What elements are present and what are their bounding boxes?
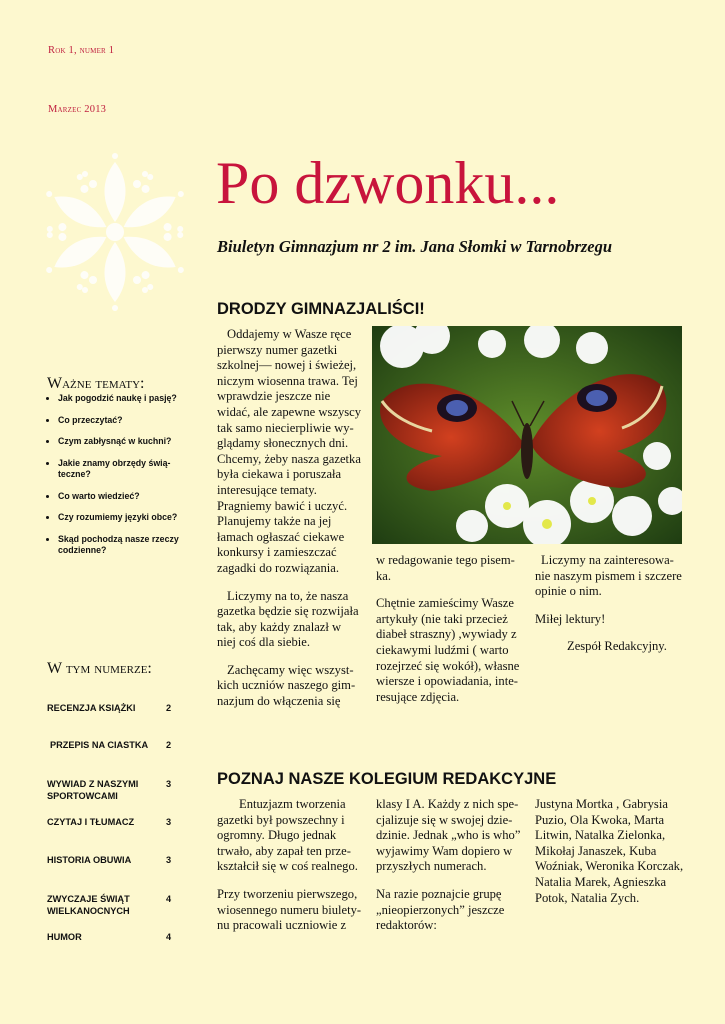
toc-label: ZWYCZAJE ŚWIĄT WIELKANOCNYCH (47, 894, 130, 916)
article2-column-3 (535, 797, 685, 918)
toc-entry[interactable] (47, 703, 177, 715)
topic-item: • Skąd pochodzą nasze rzeczy codzienne? (58, 534, 196, 557)
toc-entry[interactable] (47, 932, 177, 944)
issue-date: Marzec 2013 (48, 104, 107, 115)
toc-label: HISTORIA OBUWIA (47, 855, 132, 865)
issue-number: Rok 1, numer 1 (48, 45, 115, 56)
paragraph: Entuzjazm tworzenia gazetki był powszechny i ogromny. Długo jednak trwało, aby zapał ten prze-kształcił się w coś realnego. (217, 797, 358, 874)
toc-page-number: 4 (166, 894, 172, 904)
toc-label: CZYTAJ I TŁUMACZ (47, 817, 135, 827)
newsletter-title: Po dzwonku... (216, 150, 560, 216)
paragraph: w redagowanie tego pisem-ka. (376, 553, 515, 583)
butterfly-photo (372, 326, 682, 544)
toc-label: PRZEPIS NA CIASTKA (50, 740, 149, 750)
article1-column-2 (376, 553, 521, 717)
paragraph: Liczymy na zainteresowa-nie naszym pismem i szczere opinie o nim. (535, 553, 682, 599)
toc-entry[interactable] (47, 855, 177, 867)
paragraph: Justyna Mortka , Gabrysia Puzio, Ola Kwoka, Marta Litwin, Natalka Zielonka, Mikołaj Janaszek, Kuba Woźniak, Weronika Korczak, Natalia Marek, Agnieszka Potok, Natalia Zych. (535, 797, 684, 905)
paragraph: Chętnie zamieścimy Wasze artykuły (nie taki przecież diabeł straszny) ,wywiady z ciekawymi ludźmi ( warto rozejrzeć się wokół), własne wiersze i opowiadania, inte-resujące zdjęcia. (376, 596, 520, 704)
snowflake-icon (40, 150, 190, 315)
toc-entry[interactable] (47, 779, 177, 802)
paragraph: Zachęcamy więc wszyst-kich uczniów naszego gim-nazjum do włączenia się (217, 662, 356, 709)
article2-column-1 (217, 797, 362, 946)
toc-page-number: 3 (166, 779, 172, 789)
article2-column-2 (376, 797, 524, 946)
toc-entry[interactable] (47, 894, 177, 917)
topics-heading: Ważne tematy: (47, 375, 145, 392)
article1-column-1 (217, 327, 362, 722)
topic-item: • Czy rozumiemy języki obce? (58, 512, 196, 524)
toc-page-number: 3 (166, 855, 172, 865)
topic-item: • Co warto wiedzieć? (58, 491, 196, 503)
paragraph: Na razie poznajcie grupę „nieopierzonych” jeszcze redaktorów: (376, 886, 505, 933)
toc-entry[interactable] (47, 740, 177, 752)
article1-heading: DRODZY GIMNAZJALIŚCI! (217, 300, 425, 318)
article1-column-3 (535, 553, 685, 667)
toc-label: WYWIAD Z NASZYMI SPORTOWCAMI (47, 779, 139, 801)
topic-item: • Jak pogodzić naukę i pasję? (58, 393, 196, 405)
toc-label: RECENZJA KSIĄŻKI (47, 703, 136, 713)
toc-label: HUMOR (47, 932, 82, 942)
toc-page-number: 2 (166, 740, 172, 750)
paragraph: klasy I A. Każdy z nich spe-cjalizuje się w swojej dzie-dzinie. Jednak „who is who” wyjawimy Wam dopiero w przyszłych numerach. (376, 797, 521, 874)
toc-page-number: 2 (166, 703, 172, 713)
topic-item: • Jakie znamy obrzędy świą-teczne? (58, 458, 196, 481)
toc-page-number: 3 (166, 817, 172, 827)
paragraph: Oddajemy w Wasze ręce pierwszy numer gazetki szkolnej— nowej i świeżej, niczym wiosenna trawa. Tej wprawdzie jeszcze nie widać, ale zapewne wszyscy tak samo niecierpliwie wy-glądamy słonecznych dni. Chcemy, żeby nasza gazetka była ciekawa i poruszała interesujące tematy. Pragniemy bawić i uczyć. Planujemy także na jej łamach ogłaszać ciekawe konkursy i zamieszczać zagadki do rozwiązania. (217, 327, 362, 575)
paragraph: Liczymy na to, że nasza gazetka będzie się rozwijała tak, aby każdy znalazł w niej coś dla siebie. (217, 588, 359, 650)
toc-entry[interactable] (47, 817, 177, 829)
toc-heading: W tym numerze: (47, 660, 152, 677)
paragraph: Miłej lektury! (535, 611, 606, 626)
topics-list (48, 393, 196, 567)
newsletter-subtitle: Biuletyn Gimnazjum nr 2 im. Jana Słomki w Tarnobrzegu (217, 237, 613, 256)
topic-item: • Czym zabłysnąć w kuchni? (58, 436, 196, 448)
topic-item: • Co przeczytać? (58, 415, 196, 427)
article2-heading: POZNAJ NASZE KOLEGIUM REDAKCYJNE (217, 770, 557, 788)
paragraph: Zespół Redakcyjny. (567, 639, 667, 654)
toc-page-number: 4 (166, 932, 172, 942)
paragraph: Przy tworzeniu pierwszego, wiosennego numeru biulety-nu pracowali uczniowie z (217, 886, 362, 933)
